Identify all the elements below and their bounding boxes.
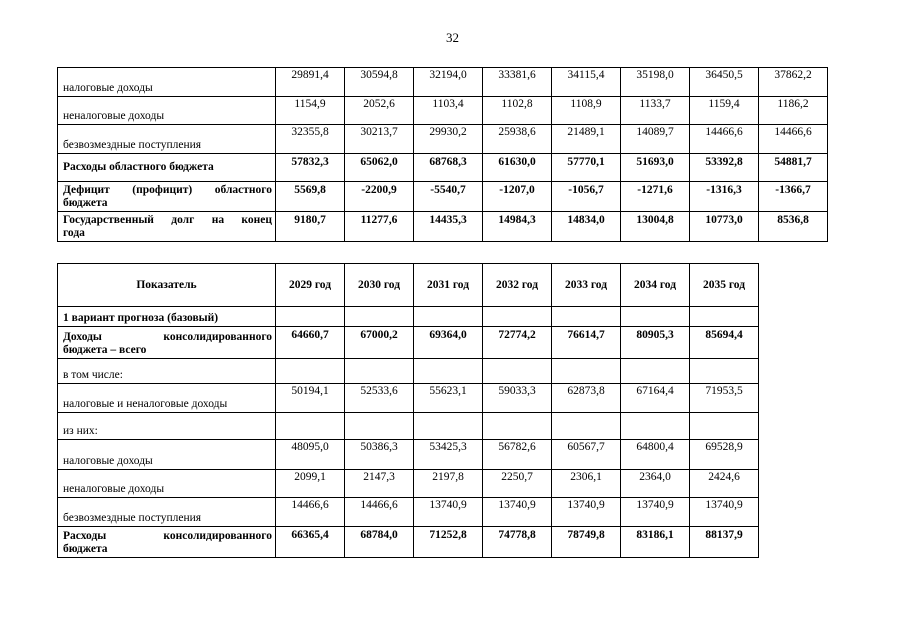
cell	[276, 307, 345, 327]
column-header: 2034 год	[621, 264, 690, 307]
cell: -1316,3	[690, 182, 759, 212]
cell: 21489,1	[552, 125, 621, 154]
cell	[621, 359, 690, 384]
cell: 80905,3	[621, 327, 690, 359]
cell: 29930,2	[414, 125, 483, 154]
cell	[414, 413, 483, 440]
cell: 68784,0	[345, 527, 414, 558]
cell: 51693,0	[621, 154, 690, 182]
cell: 52533,6	[345, 384, 414, 413]
cell: 2424,6	[690, 470, 759, 498]
cell: 67000,2	[345, 327, 414, 359]
cell: 14466,6	[690, 125, 759, 154]
cell	[345, 359, 414, 384]
cell: 11277,6	[345, 212, 414, 242]
row-label-line: Доходы консолидированного	[63, 331, 272, 343]
cell: 53425,3	[414, 440, 483, 470]
cell	[483, 413, 552, 440]
cell: 56782,6	[483, 440, 552, 470]
cell: 88137,9	[690, 527, 759, 558]
cell: 13740,9	[483, 498, 552, 527]
row-label: неналоговые доходы	[58, 470, 276, 498]
cell: 67164,4	[621, 384, 690, 413]
cell: 54881,7	[759, 154, 828, 182]
cell: 53392,8	[690, 154, 759, 182]
column-header: 2035 год	[690, 264, 759, 307]
row-label: безвозмездные поступления	[58, 498, 276, 527]
cell: -1271,6	[621, 182, 690, 212]
table-row	[58, 97, 828, 125]
cell: 68768,3	[414, 154, 483, 182]
cell: 71953,5	[690, 384, 759, 413]
row-label	[58, 212, 276, 242]
cell: 2197,8	[414, 470, 483, 498]
cell: 2306,1	[552, 470, 621, 498]
cell: 14984,3	[483, 212, 552, 242]
table-row	[58, 327, 759, 359]
table-row	[58, 498, 759, 527]
cell: 13740,9	[552, 498, 621, 527]
row-label: налоговые доходы	[58, 440, 276, 470]
cell: 2364,0	[621, 470, 690, 498]
row-label-line: Дефицит (профицит) областного	[63, 184, 272, 196]
cell: 50194,1	[276, 384, 345, 413]
cell: 2052,6	[345, 97, 414, 125]
row-label-line: Расходы консолидированного	[63, 530, 272, 542]
cell: 48095,0	[276, 440, 345, 470]
cell: 72774,2	[483, 327, 552, 359]
cell: 55623,1	[414, 384, 483, 413]
cell: 8536,8	[759, 212, 828, 242]
table-row	[58, 154, 828, 182]
table-row	[58, 527, 759, 558]
cell: 30213,7	[345, 125, 414, 154]
cell	[276, 359, 345, 384]
cell: 65062,0	[345, 154, 414, 182]
cell: 14466,6	[759, 125, 828, 154]
cell: 13740,9	[621, 498, 690, 527]
cell: 13740,9	[414, 498, 483, 527]
row-label-line: бюджета	[63, 197, 108, 209]
cell	[414, 307, 483, 327]
row-label-line: Государственный долг на конец	[63, 214, 272, 226]
cell: 13740,9	[690, 498, 759, 527]
cell	[690, 413, 759, 440]
cell: 13004,8	[621, 212, 690, 242]
cell: 64800,4	[621, 440, 690, 470]
table-row	[58, 384, 759, 413]
cell: 61630,0	[483, 154, 552, 182]
cell: 62873,8	[552, 384, 621, 413]
cell	[690, 307, 759, 327]
table-row	[58, 470, 759, 498]
table-row	[58, 212, 828, 242]
table-row	[58, 182, 828, 212]
row-label	[58, 327, 276, 359]
row-label: налоговые доходы	[58, 68, 276, 97]
column-header: Показатель	[58, 264, 276, 307]
table-row	[58, 125, 828, 154]
page-number: 32	[446, 30, 459, 45]
row-label: Расходы областного бюджета	[58, 154, 276, 182]
cell: 33381,6	[483, 68, 552, 97]
cell: -2200,9	[345, 182, 414, 212]
cell: 57832,3	[276, 154, 345, 182]
cell: 34115,4	[552, 68, 621, 97]
cell: 76614,7	[552, 327, 621, 359]
cell: 37862,2	[759, 68, 828, 97]
cell: 1154,9	[276, 97, 345, 125]
row-label: налоговые и неналоговые доходы	[58, 384, 276, 413]
table-header-row	[58, 264, 759, 307]
cell: 36450,5	[690, 68, 759, 97]
cell	[621, 307, 690, 327]
cell	[552, 307, 621, 327]
row-label-line: года	[63, 227, 85, 239]
row-label: в том числе:	[58, 359, 276, 384]
row-label	[58, 182, 276, 212]
cell: 14466,6	[276, 498, 345, 527]
cell	[483, 307, 552, 327]
cell: 32194,0	[414, 68, 483, 97]
cell: 60567,7	[552, 440, 621, 470]
consolidated-budget-table	[57, 263, 759, 558]
cell: 2147,3	[345, 470, 414, 498]
cell: 14466,6	[345, 498, 414, 527]
cell: 25938,6	[483, 125, 552, 154]
table-row	[58, 359, 759, 384]
cell: 29891,4	[276, 68, 345, 97]
row-label: безвозмездные поступления	[58, 125, 276, 154]
cell: 1133,7	[621, 97, 690, 125]
table-row	[58, 68, 828, 97]
cell: 69528,9	[690, 440, 759, 470]
cell: 14435,3	[414, 212, 483, 242]
cell: 78749,8	[552, 527, 621, 558]
cell: 85694,4	[690, 327, 759, 359]
row-label: 1 вариант прогноза (базовый)	[58, 307, 276, 327]
cell: 1108,9	[552, 97, 621, 125]
row-label: неналоговые доходы	[58, 97, 276, 125]
cell: 14089,7	[621, 125, 690, 154]
cell: 9180,7	[276, 212, 345, 242]
cell: 5569,8	[276, 182, 345, 212]
row-label-line: бюджета	[63, 543, 108, 555]
cell: 57770,1	[552, 154, 621, 182]
cell: 71252,8	[414, 527, 483, 558]
cell	[690, 359, 759, 384]
cell: 64660,7	[276, 327, 345, 359]
cell: 30594,8	[345, 68, 414, 97]
cell	[552, 413, 621, 440]
cell: 1159,4	[690, 97, 759, 125]
cell: 69364,0	[414, 327, 483, 359]
cell: 83186,1	[621, 527, 690, 558]
column-header: 2033 год	[552, 264, 621, 307]
cell	[483, 359, 552, 384]
cell: 66365,4	[276, 527, 345, 558]
cell: 74778,8	[483, 527, 552, 558]
cell: 1103,4	[414, 97, 483, 125]
table-row	[58, 413, 759, 440]
row-label	[58, 527, 276, 558]
table-row	[58, 307, 759, 327]
column-header: 2029 год	[276, 264, 345, 307]
row-label-line: бюджета – всего	[63, 344, 147, 356]
cell	[414, 359, 483, 384]
cell: 10773,0	[690, 212, 759, 242]
cell: 50386,3	[345, 440, 414, 470]
cell	[276, 413, 345, 440]
cell: -1366,7	[759, 182, 828, 212]
cell	[552, 359, 621, 384]
budget-table-continued	[57, 67, 828, 242]
cell: 14834,0	[552, 212, 621, 242]
cell: -5540,7	[414, 182, 483, 212]
column-header: 2032 год	[483, 264, 552, 307]
cell: 1102,8	[483, 97, 552, 125]
cell: 2099,1	[276, 470, 345, 498]
cell	[345, 413, 414, 440]
table-row	[58, 440, 759, 470]
column-header: 2030 год	[345, 264, 414, 307]
column-header: 2031 год	[414, 264, 483, 307]
cell: 59033,3	[483, 384, 552, 413]
cell: 35198,0	[621, 68, 690, 97]
row-label: из них:	[58, 413, 276, 440]
cell	[621, 413, 690, 440]
cell: -1207,0	[483, 182, 552, 212]
cell	[345, 307, 414, 327]
cell: 2250,7	[483, 470, 552, 498]
cell: 1186,2	[759, 97, 828, 125]
cell: -1056,7	[552, 182, 621, 212]
cell: 32355,8	[276, 125, 345, 154]
